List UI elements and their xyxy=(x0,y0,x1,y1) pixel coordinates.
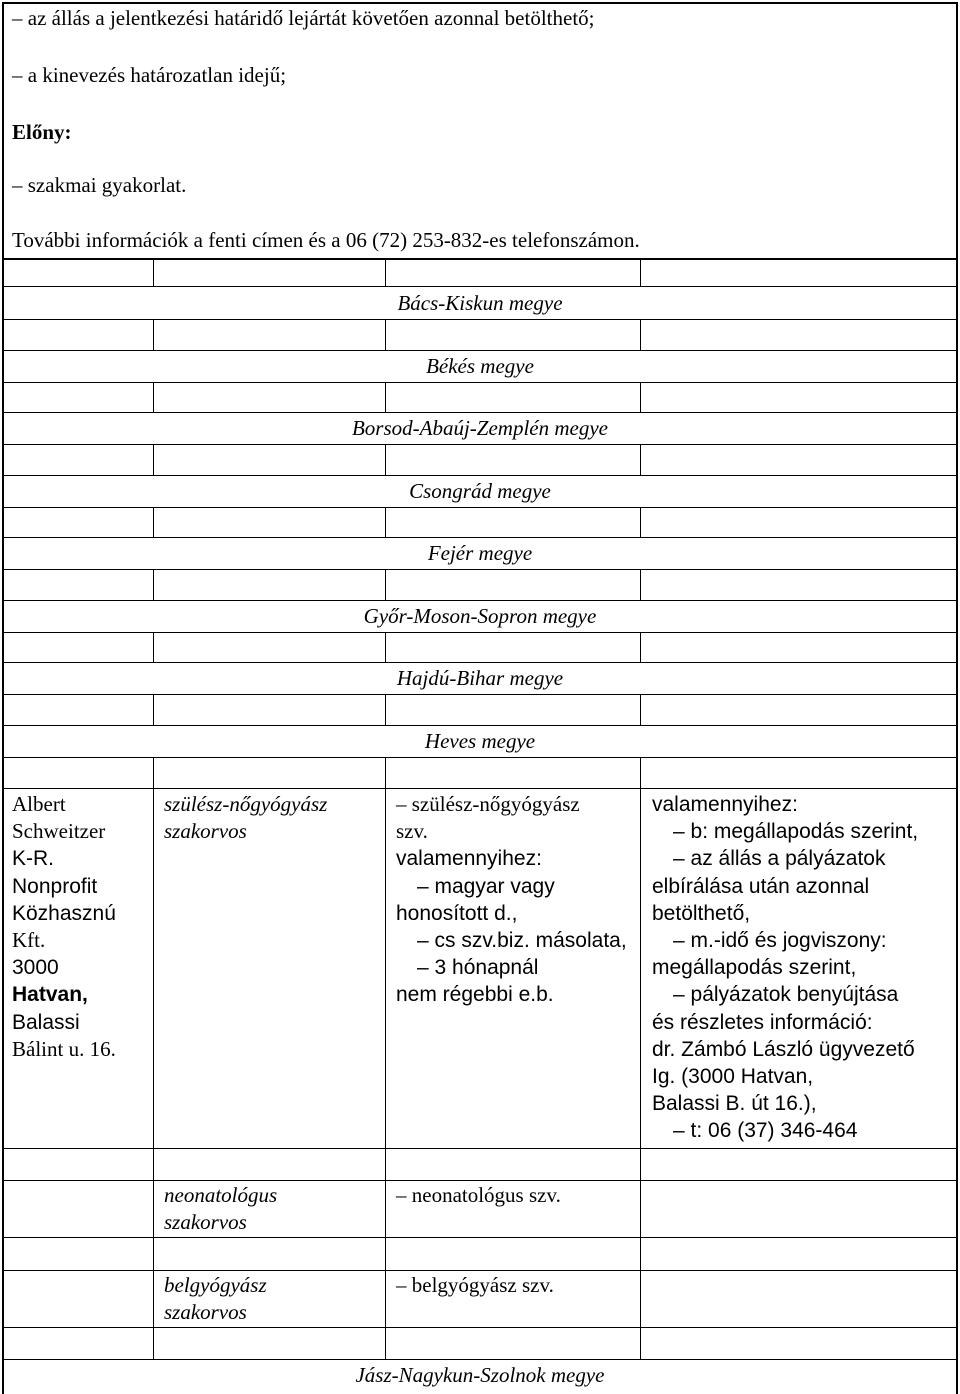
position-title: szakorvos xyxy=(164,1210,247,1235)
terms-line: Balassi B. út 16.), xyxy=(652,1092,817,1116)
frame-left xyxy=(2,2,4,1394)
position-cell xyxy=(164,1272,267,1326)
position-title: szakorvos xyxy=(164,1300,247,1325)
intro-info: További információk a fenti címen és a 06 (72) 253-832-es telefonszámon. xyxy=(12,228,640,252)
county-heading-csongrad: Csongrád megye xyxy=(409,479,551,503)
requirement-line: honosított d., xyxy=(396,901,518,925)
employer-line: Albert xyxy=(12,792,66,816)
county-heading-borsod: Borsod-Abaúj-Zemplén megye xyxy=(351,416,609,440)
employer-cell xyxy=(12,791,116,1063)
terms-line: megállapodás szerint, xyxy=(652,956,857,980)
employer-city: Hatvan, xyxy=(12,983,88,1007)
intro-bullet-1: – az állás a jelentkezési határidő lejártát követően azonnal betölthető; xyxy=(12,6,595,30)
county-heading-jasz-nagykun-szolnok: Jász-Nagykun-Szolnok megye xyxy=(355,1363,605,1387)
county-heading-heves: Heves megye xyxy=(424,729,536,753)
terms-line: – az állás a pályázatok xyxy=(673,847,886,871)
intro-bullet-3: – szakmai gyakorlat. xyxy=(12,173,187,197)
requirement-line: nem régebbi e.b. xyxy=(396,983,554,1007)
employer-line: Bálint u. 16. xyxy=(12,1036,116,1061)
county-heading-bekes: Békés megye xyxy=(426,354,534,378)
frame-top xyxy=(2,2,958,4)
requirement-line: – cs szv.biz. másolata, xyxy=(417,929,627,953)
county-heading-fejer: Fejér megye xyxy=(427,541,533,565)
terms-line: elbírálása után azonnal xyxy=(652,874,870,898)
position-cell xyxy=(164,1182,277,1236)
employer-line: Nonprofit xyxy=(12,874,98,898)
requirement-line: – belgyógyász szv. xyxy=(396,1273,554,1297)
terms-phone: – t: 06 (37) 346-464 xyxy=(673,1119,858,1143)
terms-line: betölthető, xyxy=(652,901,751,925)
frame-right xyxy=(956,2,958,1394)
requirement-heading: valamennyihez: xyxy=(396,847,542,871)
requirement-line: – neonatológus szv. xyxy=(396,1183,561,1207)
requirement-line: – szülész-nőgyógyász xyxy=(396,792,580,816)
position-title: szakorvos xyxy=(164,819,247,844)
employer-line: Közhasznú xyxy=(12,901,116,925)
terms-line: – pályázatok benyújtása xyxy=(673,983,899,1007)
requirement-line: – magyar vagy xyxy=(417,874,555,898)
position-title: szülész-nőgyógyász xyxy=(164,792,328,816)
requirement-line: szv. xyxy=(396,819,428,844)
employer-line: Schweitzer xyxy=(12,819,106,844)
employer-line: Balassi xyxy=(12,1010,80,1034)
advantage-label: Előny: xyxy=(12,120,72,144)
county-heading-hajdu-bihar: Hajdú-Bihar megye xyxy=(396,666,564,690)
terms-heading: valamennyihez: xyxy=(652,793,798,816)
terms-line: – m.-idő és jogviszony: xyxy=(673,929,887,953)
terms-line: és részletes információ: xyxy=(652,1010,873,1034)
terms-line: Ig. (3000 Hatvan, xyxy=(652,1065,814,1089)
employer-line: Kft. xyxy=(12,928,46,953)
terms-line: – b: megállapodás szerint, xyxy=(673,820,919,844)
employer-line: K-R. xyxy=(12,847,54,871)
requirements-cell xyxy=(396,791,627,1009)
intro-bullet-2: – a kinevezés határozatlan idejű; xyxy=(12,63,287,87)
terms-cell xyxy=(652,791,918,1145)
position-title: neonatológus xyxy=(164,1183,278,1207)
terms-line: dr. Zámbó László ügyvezető xyxy=(652,1037,915,1061)
county-heading-bacs-kiskun: Bács-Kiskun megye xyxy=(397,291,563,315)
position-cell xyxy=(164,791,327,845)
county-heading-gyor: Győr-Moson-Sopron megye xyxy=(363,604,597,628)
requirement-line: – 3 hónapnál xyxy=(417,956,539,980)
employer-line: 3000 xyxy=(12,956,59,980)
position-title: belgyógyász xyxy=(164,1273,267,1297)
